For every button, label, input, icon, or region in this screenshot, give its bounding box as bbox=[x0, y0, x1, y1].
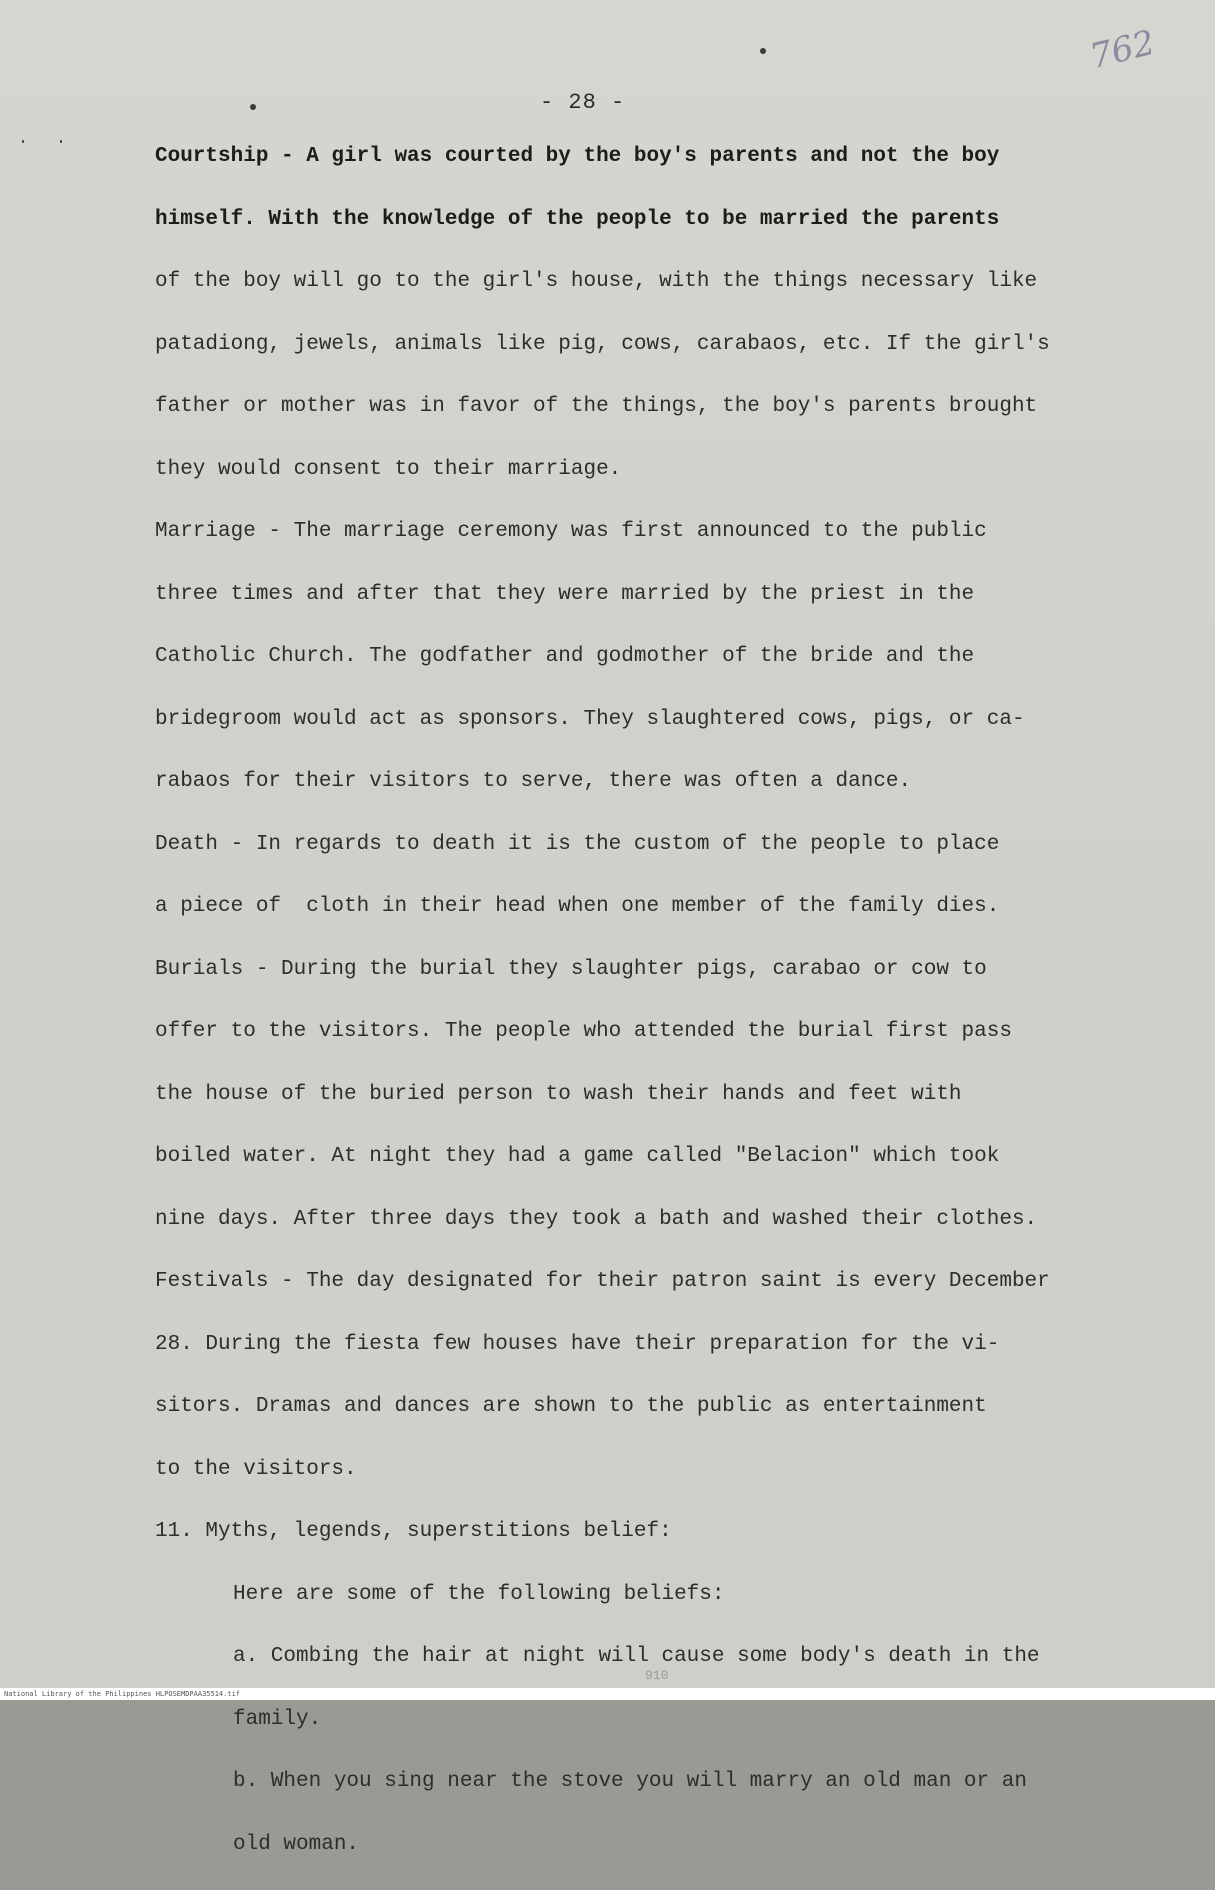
text-line: Burials - During the burial they slaughter pigs, carabao or cow to bbox=[155, 953, 1155, 1016]
text-line: to the visitors. bbox=[155, 1453, 1155, 1516]
text-line: rabaos for their visitors to serve, there was often a dance. bbox=[155, 765, 1155, 828]
page-number: - 28 - bbox=[540, 90, 625, 115]
text-line: Courtship - A girl was courted by the boy's parents and not the boy bbox=[155, 140, 1155, 203]
handwritten-folio-number: 762 bbox=[1086, 23, 1159, 78]
text-line: the house of the buried person to wash their hands and feet with bbox=[155, 1078, 1155, 1141]
text-line: sitors. Dramas and dances are shown to the public as entertainment bbox=[155, 1390, 1155, 1453]
text-line: they would consent to their marriage. bbox=[155, 453, 1155, 516]
text-line: three times and after that they were married by the priest in the bbox=[155, 578, 1155, 641]
ink-speck bbox=[250, 104, 256, 110]
text-line: of the boy will go to the girl's house, with the things necessary like bbox=[155, 265, 1155, 328]
typed-body-text bbox=[155, 140, 1155, 1890]
text-line: boiled water. At night they had a game called "Belacion" which took bbox=[155, 1140, 1155, 1203]
list-item-continuation: family. bbox=[155, 1703, 1155, 1766]
ink-speck bbox=[760, 48, 766, 54]
text-line: patadiong, jewels, animals like pig, cows, carabaos, etc. If the girl's bbox=[155, 328, 1155, 391]
margin-mark bbox=[22, 140, 24, 143]
text-line: Festivals - The day designated for their patron saint is every December bbox=[155, 1265, 1155, 1328]
text-line: Here are some of the following beliefs: bbox=[155, 1578, 1155, 1641]
list-item: b. When you sing near the stove you will marry an old man or an bbox=[155, 1765, 1155, 1828]
text-line: 28. During the fiesta few houses have their preparation for the vi- bbox=[155, 1328, 1155, 1391]
text-line: Death - In regards to death it is the custom of the people to place bbox=[155, 828, 1155, 891]
list-item-continuation: old woman. bbox=[155, 1828, 1155, 1890]
text-line: nine days. After three days they took a bath and washed their clothes. bbox=[155, 1203, 1155, 1266]
text-line: bridegroom would act as sponsors. They slaughtered cows, pigs, or ca- bbox=[155, 703, 1155, 766]
text-line: himself. With the knowledge of the people to be married the parents bbox=[155, 203, 1155, 266]
bottom-stamp-number: 910 bbox=[645, 1668, 668, 1683]
margin-mark bbox=[60, 140, 62, 143]
text-line: Marriage - The marriage ceremony was first announced to the public bbox=[155, 515, 1155, 578]
text-line: a piece of cloth in their head when one member of the family dies. bbox=[155, 890, 1155, 953]
text-line: offer to the visitors. The people who attended the burial first pass bbox=[155, 1015, 1155, 1078]
scan-caption: National Library of the Philippines HLPOSEMDPAA35514.tif bbox=[0, 1688, 1215, 1700]
text-line: Catholic Church. The godfather and godmother of the bride and the bbox=[155, 640, 1155, 703]
section-heading: 11. Myths, legends, superstitions belief: bbox=[155, 1515, 1155, 1578]
list-item: a. Combing the hair at night will cause some body's death in the bbox=[155, 1640, 1155, 1703]
text-line: father or mother was in favor of the things, the boy's parents brought bbox=[155, 390, 1155, 453]
